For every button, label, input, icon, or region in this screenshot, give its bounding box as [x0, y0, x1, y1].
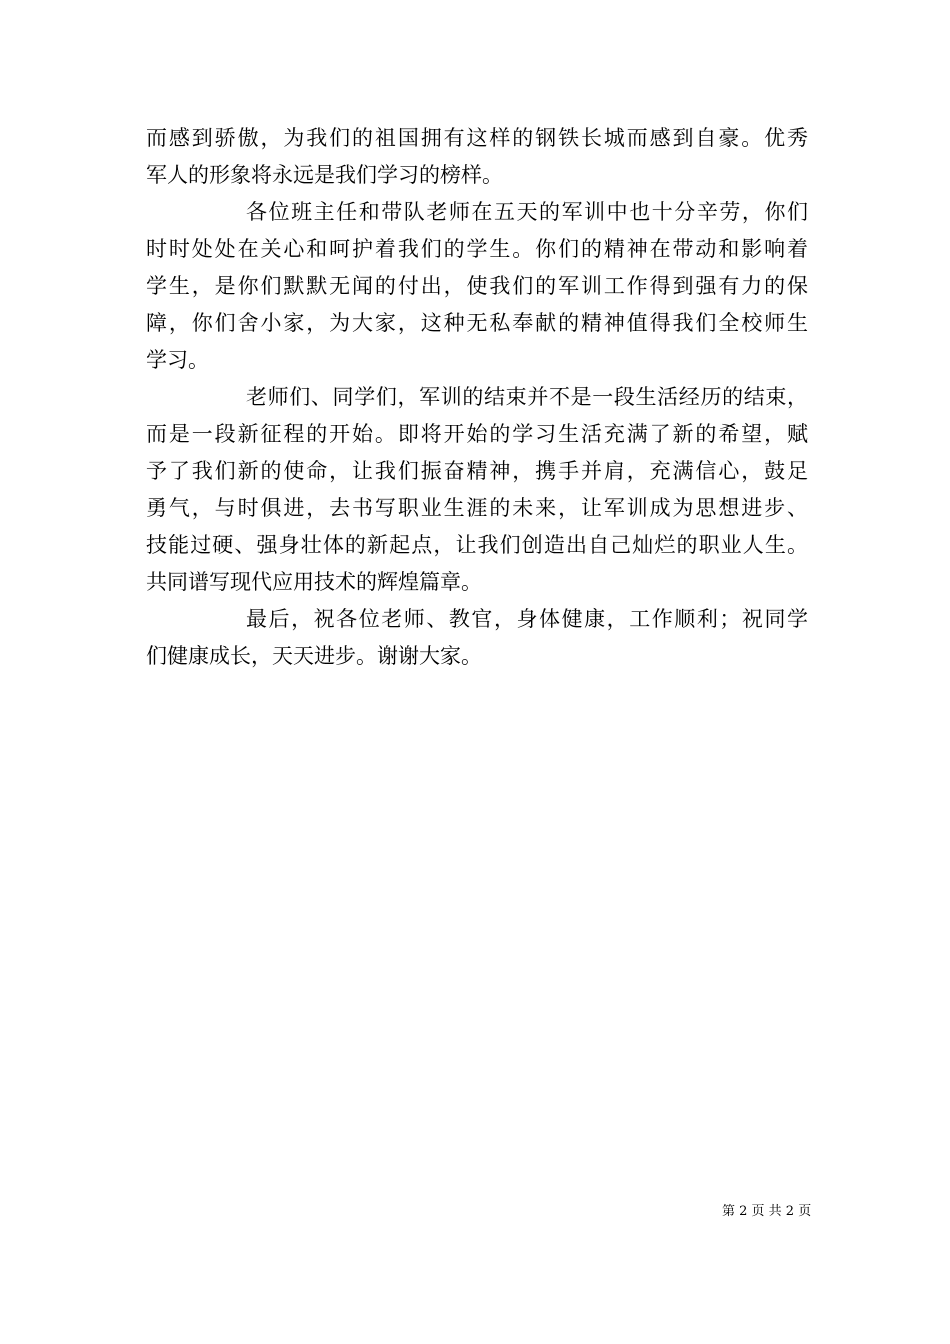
text-line: 最后，祝各位老师、教官，身体健康，工作顺利；祝同学	[246, 607, 808, 631]
text-line: 而感到骄傲，为我们的祖国拥有这样的钢铁长城而感到自豪。优秀	[146, 126, 808, 150]
text-line: 时时处处在关心和呵护着我们的学生。你们的精神在带动和影响着	[146, 237, 808, 261]
text-line: 学生，是你们默默无闻的付出，使我们的军训工作得到强有力的保	[146, 274, 808, 298]
text-line: 而是一段新征程的开始。即将开始的学习生活充满了新的希望，赋	[146, 422, 808, 446]
text-line: 学习。	[146, 348, 209, 372]
body-text	[146, 120, 808, 675]
page-number-footer: 第 2 页 共 2 页	[722, 1204, 812, 1219]
text-line: 军人的形象将永远是我们学习的榜样。	[146, 163, 503, 187]
text-line: 予了我们新的使命，让我们振奋精神，携手并肩，充满信心，鼓足	[146, 459, 808, 483]
text-line: 勇气，与时俱进，去书写职业生涯的未来，让军训成为思想进步、	[146, 496, 808, 520]
text-line: 各位班主任和带队老师在五天的军训中也十分辛劳，你们	[246, 200, 808, 224]
text-line: 障，你们舍小家，为大家，这种无私奉献的精神值得我们全校师生	[146, 311, 808, 335]
text-line: 们健康成长，天天进步。谢谢大家。	[146, 644, 482, 668]
text-line: 技能过硬、强身壮体的新起点，让我们创造出自己灿烂的职业人生。	[146, 533, 808, 557]
text-line: 老师们、同学们，军训的结束并不是一段生活经历的结束，	[246, 385, 808, 409]
text-line: 共同谱写现代应用技术的辉煌篇章。	[146, 570, 482, 594]
